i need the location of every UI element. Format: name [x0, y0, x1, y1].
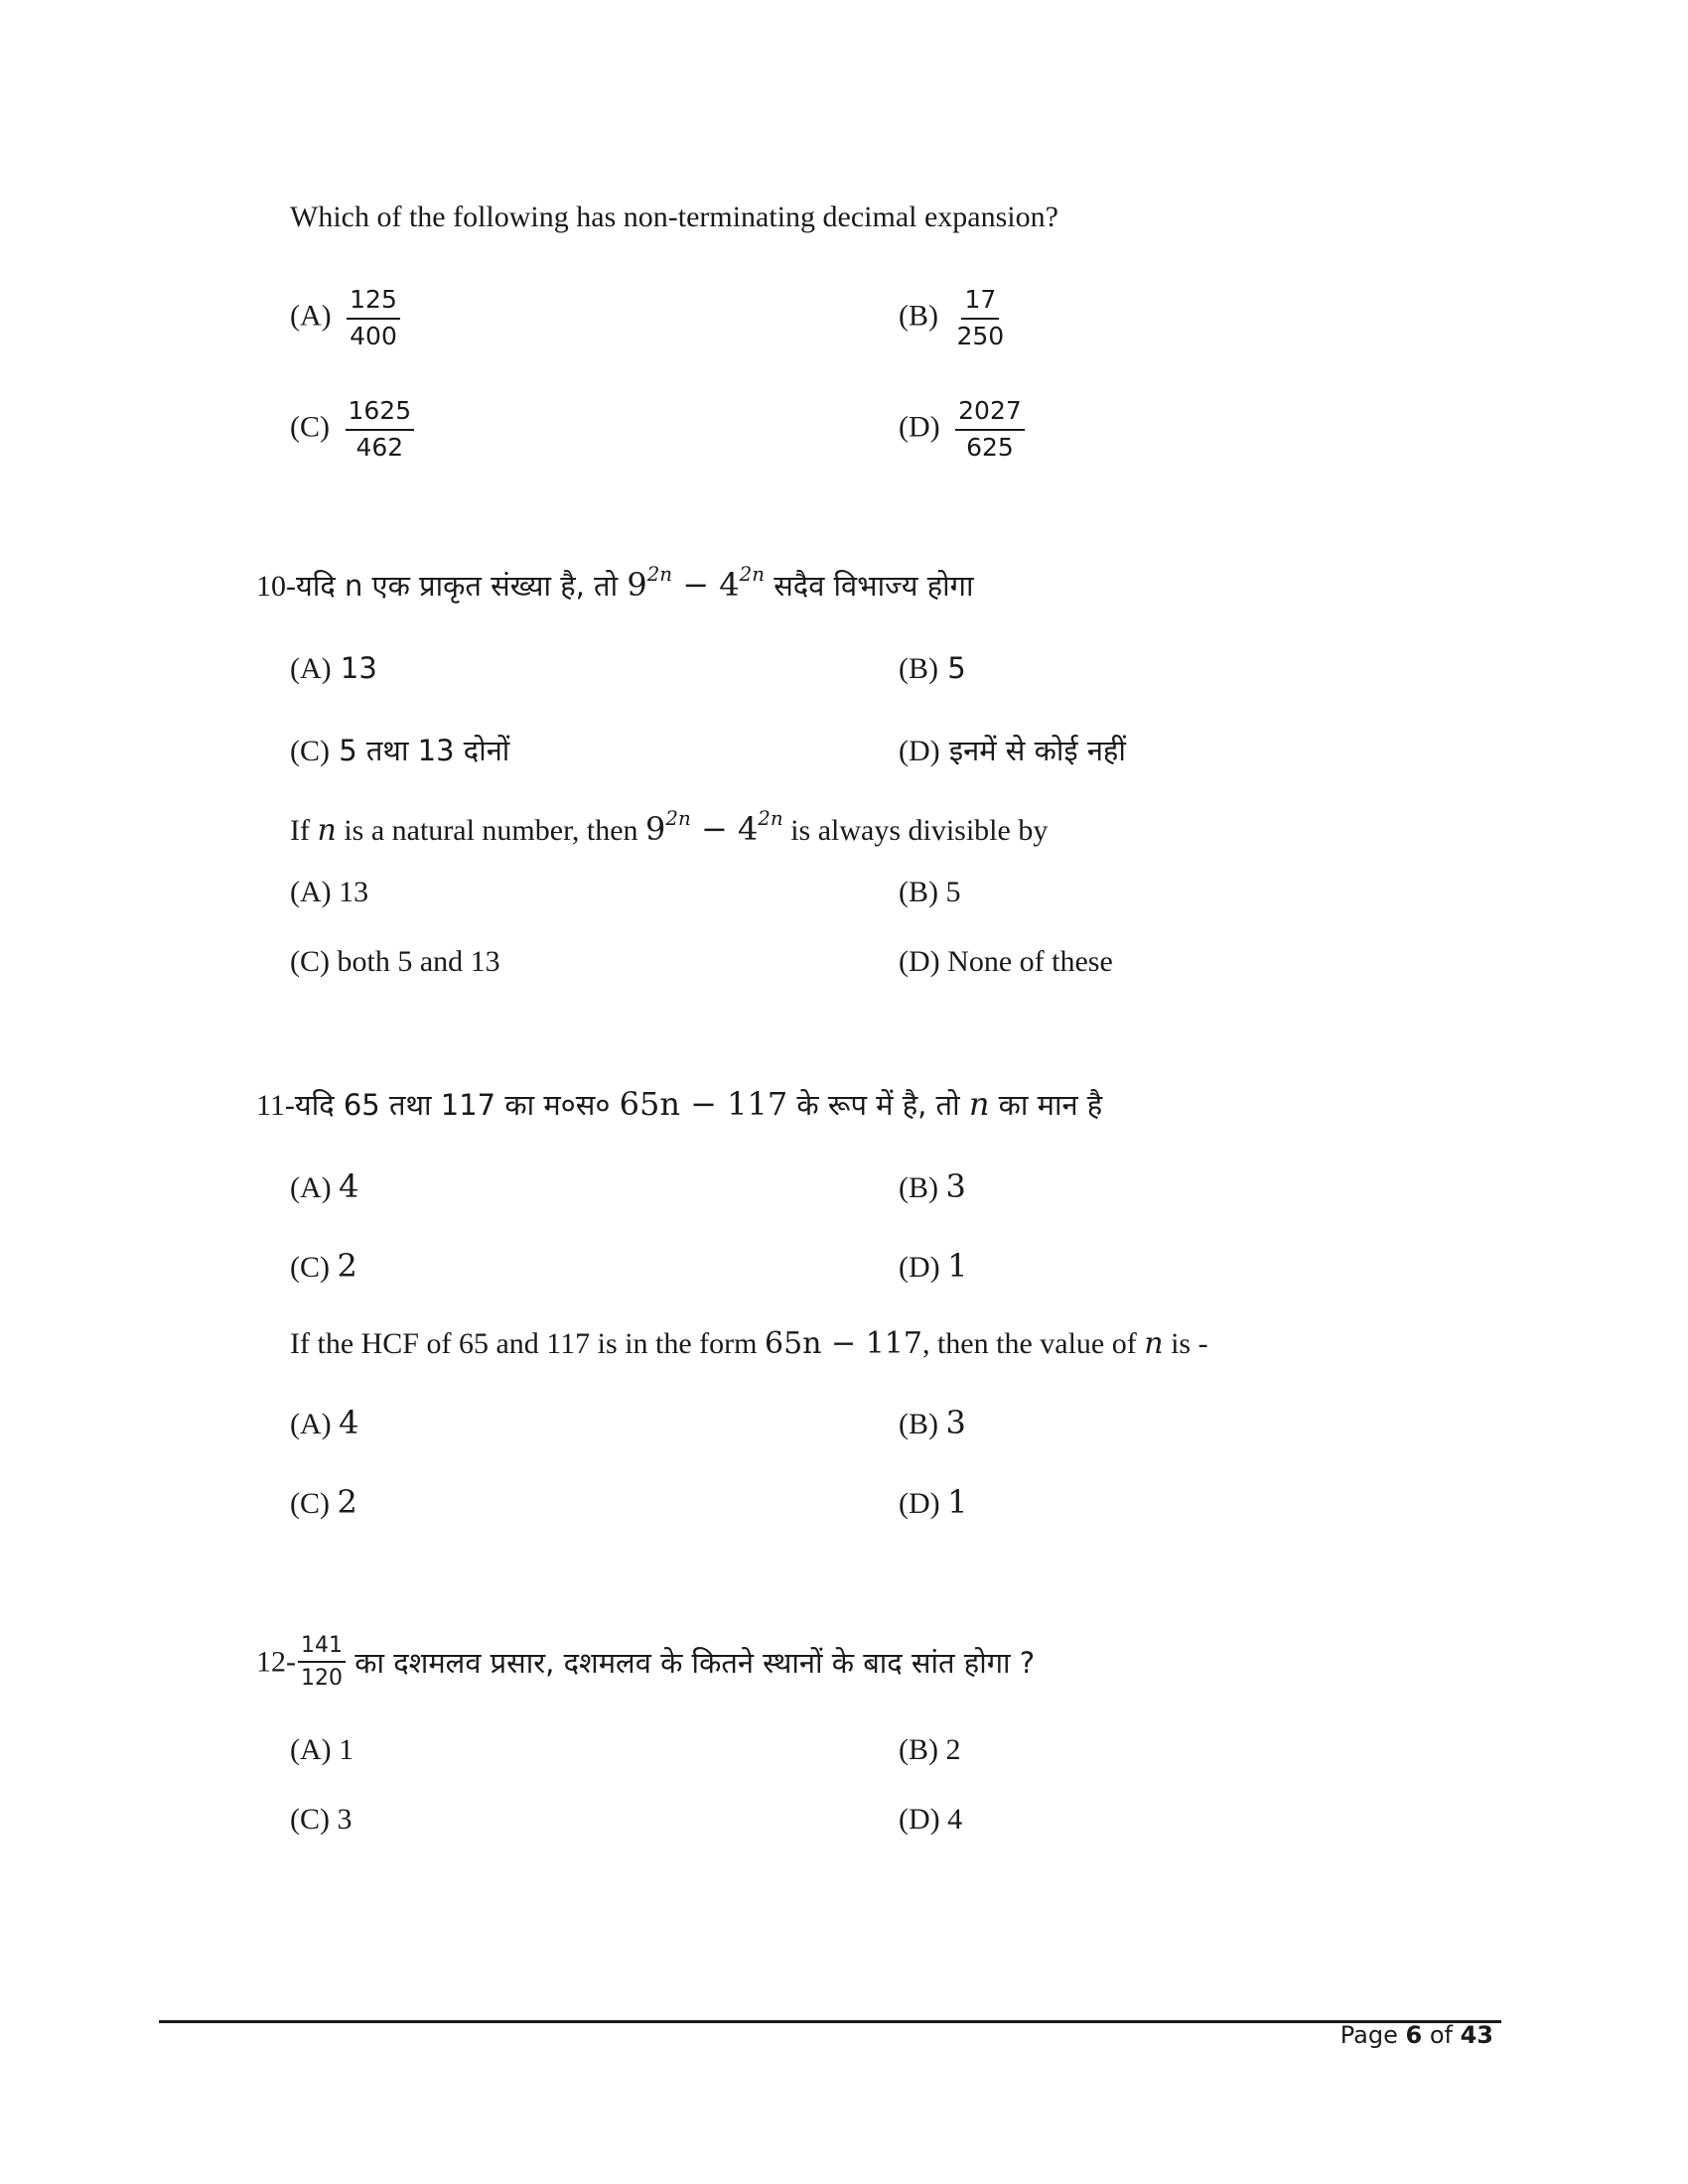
variable: n [968, 1085, 990, 1123]
q11-hindi-option-b [899, 1167, 966, 1205]
option-text: 3 [337, 1803, 352, 1836]
numerator: 125 [347, 286, 400, 320]
total-pages: 43 [1460, 2021, 1493, 2049]
question-text: , then the value of [921, 1327, 1145, 1360]
option-label: (B) [899, 1733, 938, 1766]
q10-hindi-option-b [899, 651, 966, 686]
option-text: 1 [339, 1733, 354, 1766]
math-expression: 65n − 117 [765, 1326, 922, 1361]
q11-hindi-option-c [290, 1247, 357, 1285]
option-text: 4 [339, 1404, 359, 1441]
q11-english-question [290, 1326, 1208, 1361]
base: 9 [645, 810, 666, 848]
page-of: of [1422, 2021, 1461, 2049]
option-label: (A) [290, 1733, 332, 1766]
fraction [955, 397, 1025, 463]
option-text: 13 [339, 876, 369, 908]
q11-english-option-d [899, 1483, 968, 1521]
option-label: (C) [290, 735, 330, 767]
option-label: (D) [899, 945, 940, 978]
q11-english-option-a [290, 1404, 359, 1441]
question-text: यदि 65 तथा 117 का म०स० [294, 1088, 620, 1122]
numerator: 1625 [346, 397, 415, 431]
option-label: (B) [899, 652, 938, 685]
current-page: 6 [1405, 2021, 1423, 2049]
question-text: का दशमलव प्रसार, दशमलव के कितने स्थानों के बाद सांत होगा ? [346, 1645, 1036, 1680]
q11-english-option-b [899, 1404, 966, 1441]
q10-hindi-option-a [290, 651, 377, 686]
option-label: (C) [290, 410, 330, 444]
option-label: (D) [899, 1251, 940, 1284]
fraction [347, 286, 400, 351]
denominator: 250 [956, 321, 1005, 350]
option-text: 13 [340, 651, 377, 685]
option-label: (B) [899, 299, 938, 333]
option-text: 1 [947, 1483, 968, 1521]
q10-hindi-question [256, 563, 974, 605]
question-text: is - [1163, 1327, 1208, 1360]
denominator: 462 [355, 432, 404, 462]
option-text: 5 [945, 876, 961, 908]
question-text: is always divisible by [782, 814, 1049, 847]
q11-hindi-question [256, 1085, 1102, 1124]
option-label: (A) [290, 876, 332, 908]
option-text: both 5 and 13 [337, 945, 500, 978]
q11-english-option-c [290, 1483, 357, 1521]
q12-option-b [899, 1733, 961, 1767]
q12-option-a [290, 1733, 353, 1767]
option-text: इनमें से कोई नहीं [948, 734, 1126, 767]
question-text: If [290, 814, 318, 847]
option-text: 2 [337, 1483, 357, 1521]
q10-hindi-option-d [899, 731, 1126, 769]
option-label: (C) [290, 1251, 330, 1284]
option-label: (C) [290, 945, 330, 978]
q12-question [256, 1633, 1035, 1692]
option-label: (A) [290, 299, 332, 333]
fraction [346, 397, 415, 463]
q9-option-a [290, 286, 400, 351]
question-number: 12- [256, 1645, 296, 1679]
q10-english-option-d [899, 945, 1113, 979]
question-text: is a natural number, then [336, 814, 646, 847]
q10-english-option-c [290, 945, 500, 979]
denominator: 120 [301, 1666, 343, 1692]
q10-hindi-option-c [290, 731, 509, 769]
math-expression [627, 563, 765, 604]
question-text: का मान है [989, 1088, 1103, 1122]
option-text: 2 [945, 1733, 961, 1766]
fraction [954, 286, 1008, 351]
minus-sign: − [672, 566, 720, 604]
option-label: (D) [899, 735, 940, 767]
footer-divider [159, 2020, 1501, 2023]
option-label: (D) [899, 410, 940, 444]
option-label: (B) [899, 1171, 938, 1204]
base: 9 [627, 566, 647, 604]
option-label: (B) [899, 876, 938, 908]
option-text: 4 [339, 1167, 359, 1205]
minus-sign: − [690, 810, 738, 848]
exponent: 2n [646, 563, 673, 587]
question-text: के रूप में है, तो [787, 1088, 969, 1122]
fraction [298, 1633, 346, 1692]
page-number [1340, 2021, 1493, 2049]
option-label: (D) [899, 1487, 940, 1520]
q9-option-b [899, 286, 1007, 351]
q10-english-option-b [899, 876, 961, 909]
q12-option-d [899, 1803, 962, 1837]
math-expression [645, 807, 783, 848]
question-number: 11- [256, 1089, 295, 1122]
option-text: 1 [947, 1247, 968, 1285]
exponent: 2n [665, 807, 691, 831]
numerator: 141 [298, 1633, 346, 1663]
option-label: (C) [290, 1487, 330, 1520]
option-label: (A) [290, 1408, 332, 1440]
option-label: (B) [899, 1408, 938, 1440]
option-text: 4 [947, 1803, 963, 1836]
numerator: 2027 [955, 397, 1025, 431]
option-label: (A) [290, 1171, 332, 1204]
option-label: (D) [899, 1803, 940, 1836]
base: 4 [719, 566, 740, 604]
option-label: (A) [290, 652, 332, 685]
q12-option-c [290, 1803, 352, 1837]
exponent: 2n [758, 807, 783, 831]
question-number: 10- [256, 570, 296, 603]
option-text: None of these [947, 945, 1113, 978]
q9-option-d [899, 397, 1025, 463]
question-text: If the HCF of 65 and 117 is in the form [290, 1327, 765, 1360]
q11-hindi-option-a [290, 1167, 359, 1205]
option-text: 2 [337, 1247, 357, 1285]
question-text: सदैव विभाज्य होगा [764, 569, 974, 603]
q9-option-c [290, 397, 414, 463]
variable: n [1144, 1326, 1164, 1361]
variable: n [317, 813, 337, 848]
numerator: 17 [961, 286, 999, 320]
q11-hindi-option-d [899, 1247, 968, 1285]
option-text: 5 तथा 13 दोनों [339, 734, 510, 767]
q10-english-question [290, 807, 1049, 848]
q9-question: Which of the following has non-terminating decimal expansion? [290, 201, 1058, 233]
option-text: 5 [947, 651, 966, 685]
page-prefix: Page [1339, 2021, 1406, 2049]
exponent: 2n [739, 563, 765, 587]
denominator: 625 [966, 432, 1014, 462]
denominator: 400 [350, 321, 397, 350]
option-text: 3 [945, 1167, 966, 1205]
option-label: (C) [290, 1803, 330, 1836]
q10-english-option-a [290, 876, 368, 909]
option-text: 3 [945, 1404, 966, 1441]
base: 4 [737, 810, 759, 848]
question-text: यदि n एक प्राकृत संख्या है, तो [296, 569, 628, 603]
math-expression: 65n − 117 [619, 1085, 788, 1123]
